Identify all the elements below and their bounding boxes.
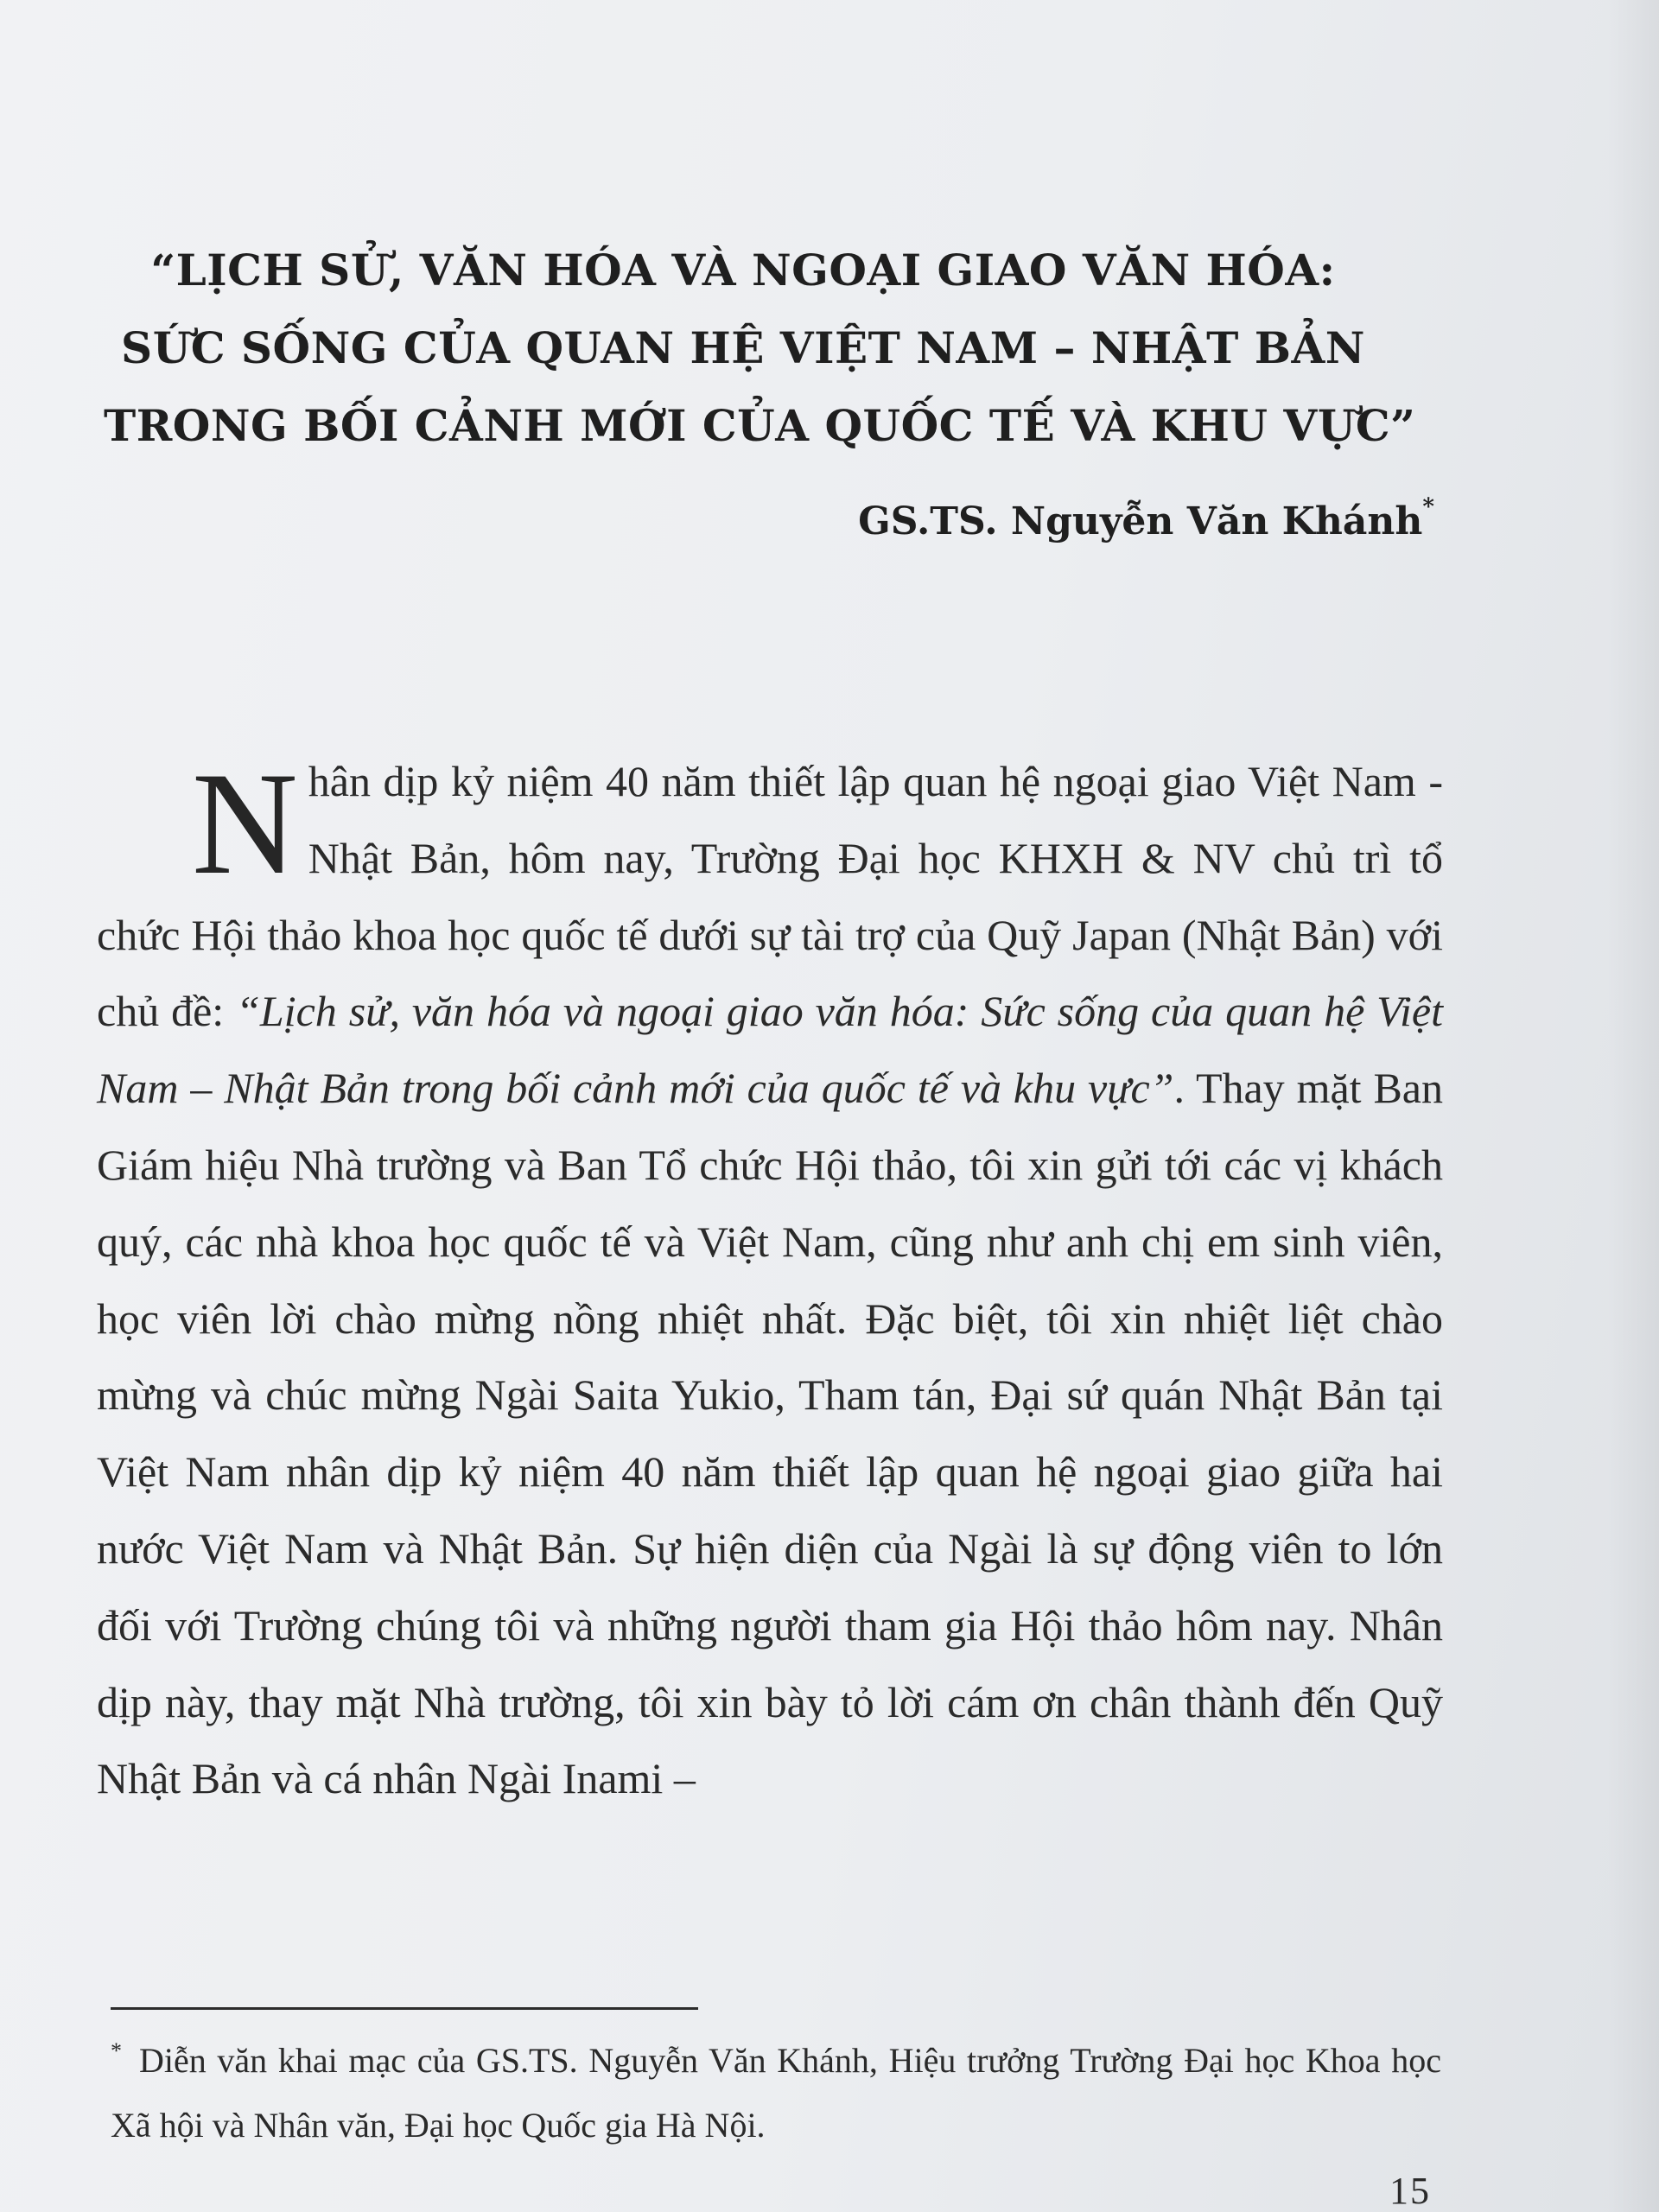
footnote-divider	[111, 2007, 698, 2010]
body-text-italic-theme: “Lịch sử, văn hóa và ngoại giao văn hóa: Sức sống của quan hệ Việt Nam – Nhật Bản trong bối cảnh mới của quốc tế và khu vực”	[97, 987, 1443, 1113]
author-name: GS.TS. Nguyễn Văn Khánh	[858, 499, 1423, 543]
footnote	[111, 2031, 1441, 2156]
footnote-text: Diễn văn khai mạc của GS.TS. Nguyễn Văn Khánh, Hiệu trưởng Trường Đại học Khoa học Xã hội và Nhân văn, Đại học Quốc gia Hà Nội.	[111, 2041, 1441, 2145]
title-line-1: “LỊCH SỬ, VĂN HÓA VÀ NGOẠI GIAO VĂN HÓA:	[150, 245, 1336, 296]
drop-cap: N	[192, 742, 298, 905]
author-line	[858, 494, 1434, 543]
title-line-3: TRONG BỐI CẢNH MỚI CỦA QUỐC TẾ VÀ KHU VỰC”	[104, 400, 1416, 451]
title-line-2: SỨC SỐNG CỦA QUAN HỆ VIỆT NAM – NHẬT BẢN	[121, 322, 1365, 373]
author-footnote-mark: *	[1422, 494, 1434, 520]
body-paragraph	[97, 743, 1443, 1817]
page-number: 15	[1389, 2170, 1431, 2212]
page-edge-shadow	[1607, 0, 1659, 2212]
chapter-title	[104, 232, 1416, 465]
footnote-mark: *	[111, 2038, 122, 2063]
body-text-part-2: . Thay mặt Ban Giám hiệu Nhà trường và Ban Tổ chức Hội thảo, tôi xin gửi tới các vị khách quý, các nhà khoa học quốc tế và Việt Nam, cũng như anh chị em sinh viên, học viên lời chào mừng nồng nhiệt nhất. Đặc biệt, tôi xin nhiệt liệt chào mừng và chúc mừng Ngài Saita Yukio, Tham tán, Đại sứ quán Nhật Bản tại Việt Nam nhân dịp kỷ niệm 40 năm thiết lập quan hệ ngoại giao giữa hai nước Việt Nam và Nhật Bản. Sự hiện diện của Ngài là sự động viên to lớn đối với Trường chúng tôi và những người tham gia Hội thảo hôm nay. Nhân dịp này, thay mặt Nhà trường, tôi xin bày tỏ lời cám ơn chân thành đến Quỹ Nhật Bản và cá nhân Ngài Inami –	[97, 1064, 1443, 1803]
body-text-part-1: hân dịp kỷ niệm 40 năm thiết lập quan hệ ngoại giao Việt Nam - Nhật Bản, hôm nay, Trường Đại học KHXH & NV chủ trì tổ chức Hội thảo khoa học quốc tế dưới sự tài trợ của Quỹ Japan (Nhật Bản) với chủ đề:	[97, 757, 1443, 1036]
